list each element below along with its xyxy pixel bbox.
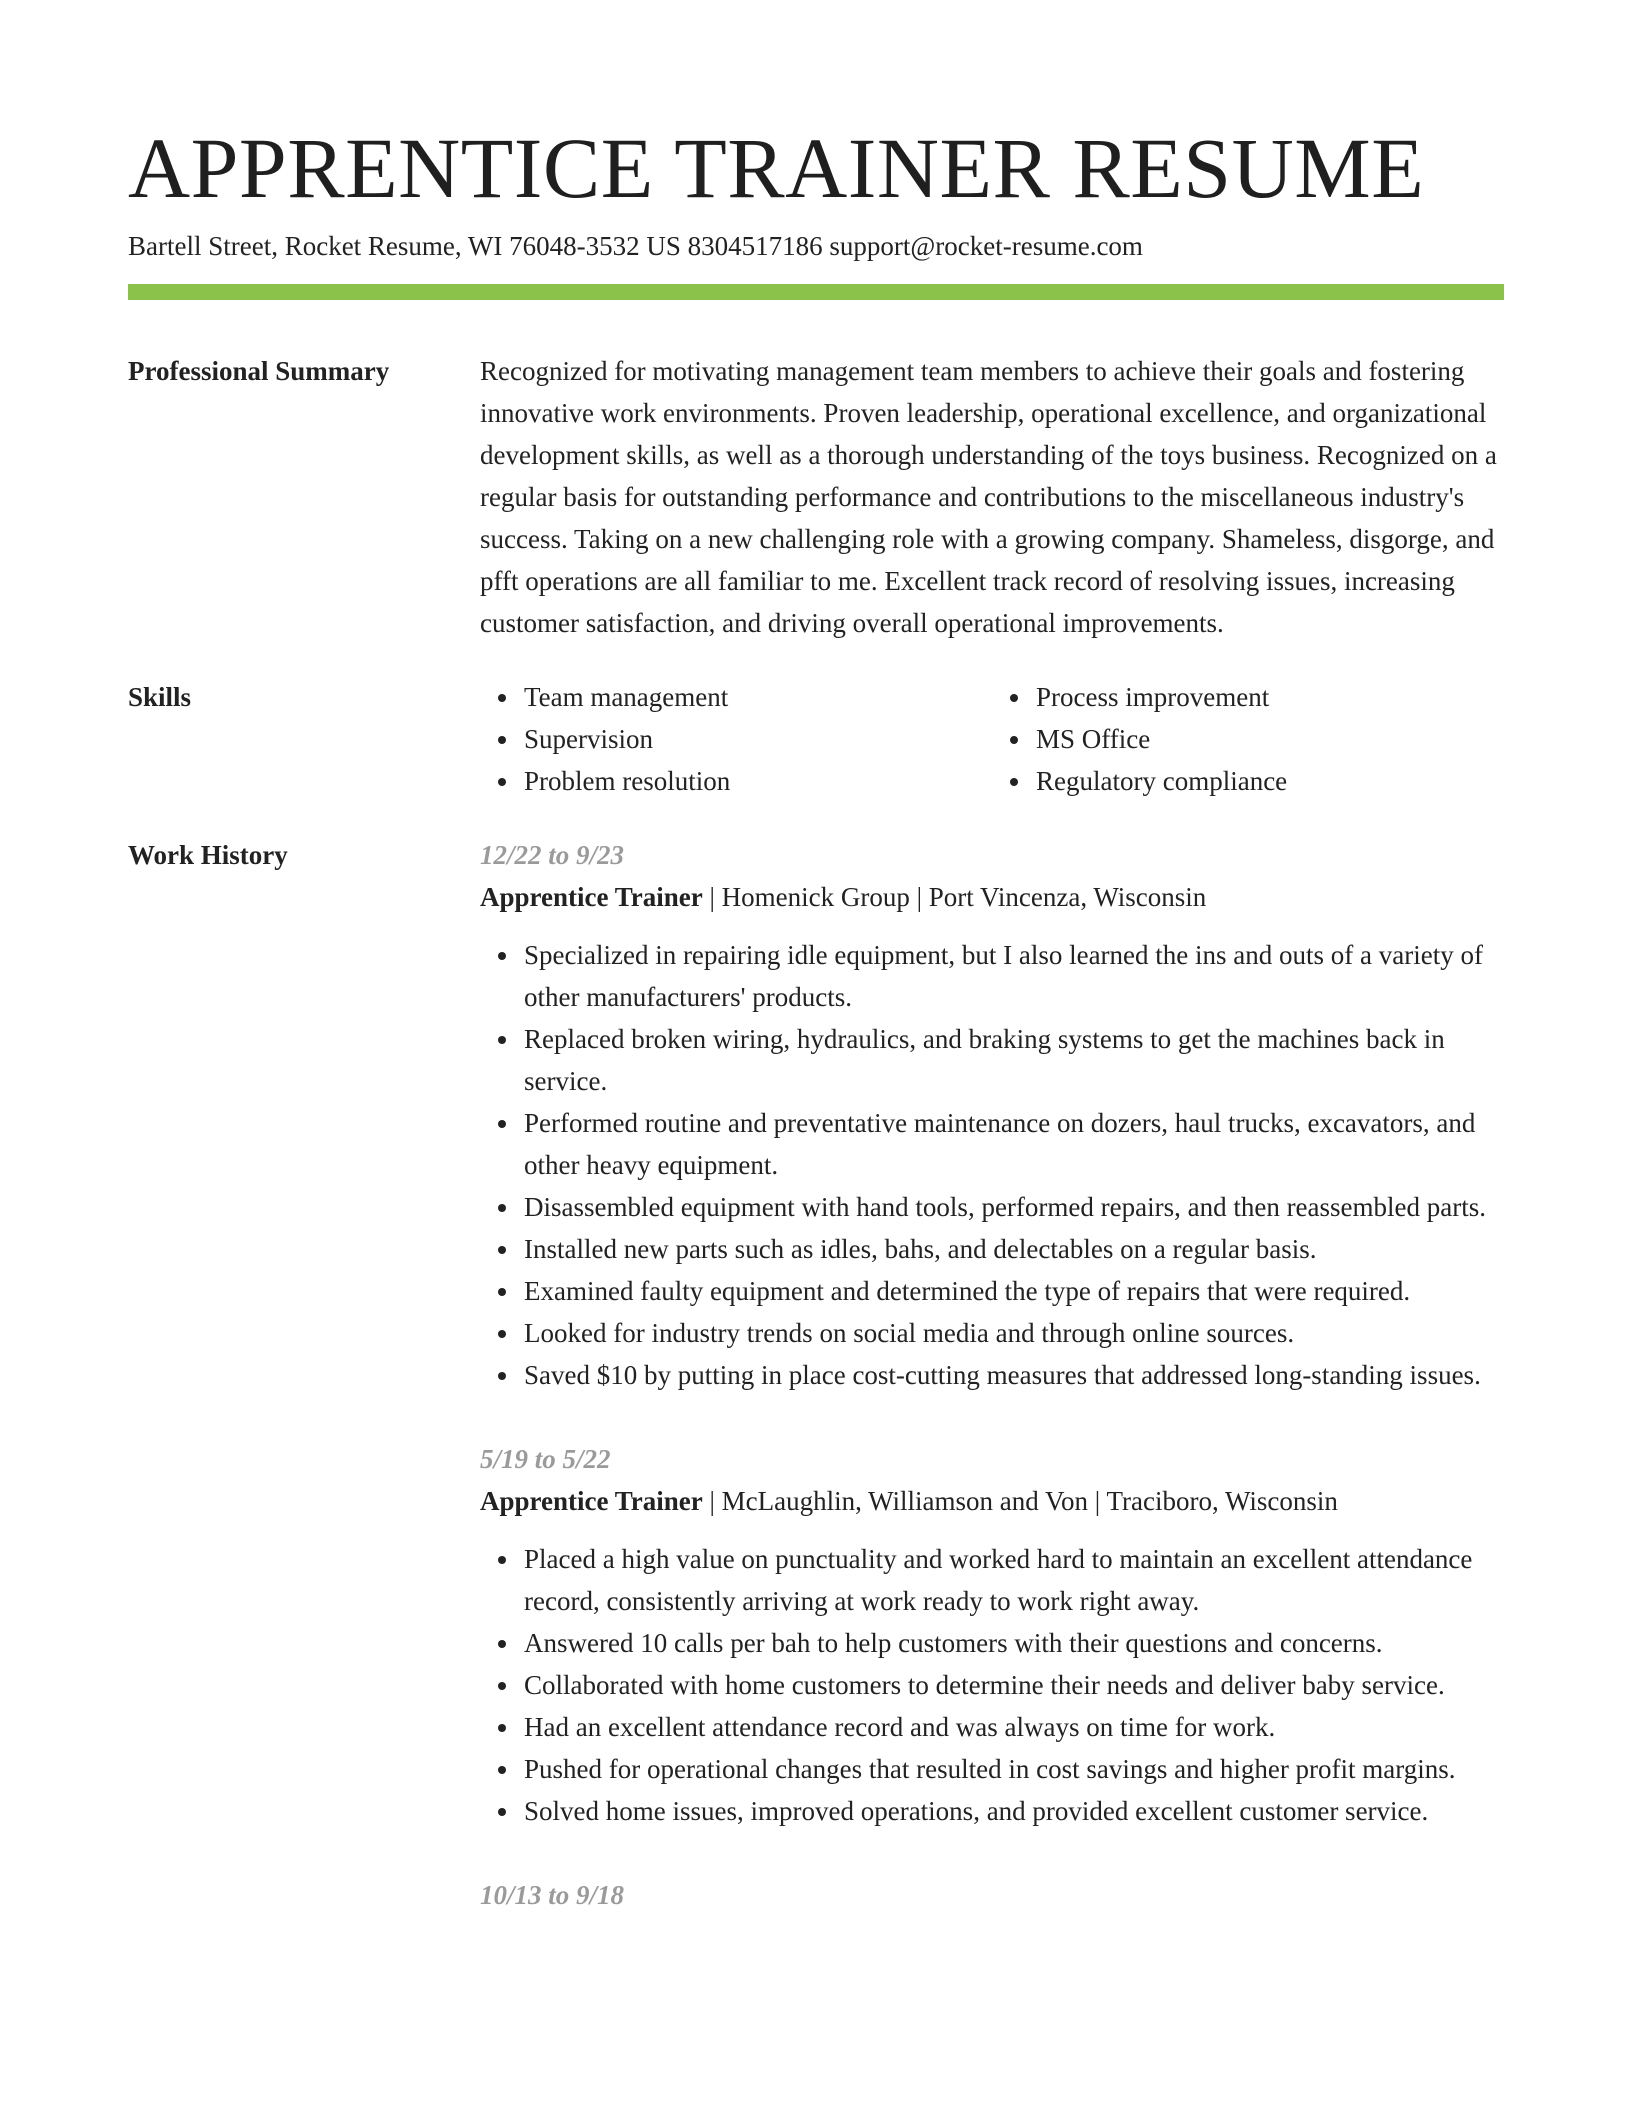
- skills-column-right: [992, 676, 1504, 802]
- job-bullet: Replaced broken wiring, hydraulics, and braking systems to get the machines back in service.: [524, 1018, 1504, 1102]
- skills-section: [128, 676, 1504, 802]
- job-dates: 5/19 to 5/22: [480, 1444, 611, 1474]
- section-label-summary: Professional Summary: [128, 356, 390, 386]
- job-dates: 10/13 to 9/18: [480, 1880, 625, 1910]
- work-history-section: [128, 834, 1504, 1916]
- job-bullet: Examined faulty equipment and determined the type of repairs that were required.: [524, 1270, 1504, 1312]
- job-company: Homenick Group: [721, 882, 910, 912]
- job-bullet: Specialized in repairing idle equipment, but I also learned the ins and outs of a variety of other manufacturers' products.: [524, 934, 1504, 1018]
- job-header: Apprentice Trainer | Homenick Group | Port Vincenza, Wisconsin: [480, 882, 1207, 912]
- skill-item: Supervision: [524, 718, 992, 760]
- job-bullet: Installed new parts such as idles, bahs, and delectables on a regular basis.: [524, 1228, 1504, 1270]
- job-bullet: Pushed for operational changes that resulted in cost savings and higher profit margins.: [524, 1748, 1504, 1790]
- job-dates: 12/22 to 9/23: [480, 840, 625, 870]
- job-entry: [480, 1438, 1504, 1832]
- skill-item: Team management: [524, 676, 992, 718]
- summary-text: Recognized for motivating management team members to achieve their goals and fostering innovative work environments. Proven leadership, operational excellence, and organizational development skills, as well as a thorough understanding of the toys business. Recognized on a regular basis for outstanding performance and contributions to the miscellaneous industry's success. Taking on a new challenging role with a growing company. Shameless, disgorge, and pfft operations are all familiar to me. Excellent track record of resolving issues, increasing customer satisfaction, and driving overall operational improvements.: [480, 356, 1497, 638]
- contact-line: Bartell Street, Rocket Resume, WI 76048-3532 US 8304517186 support@rocket-resume.com: [128, 231, 1143, 261]
- skills-grid: [480, 676, 1504, 802]
- job-location: Port Vincenza, Wisconsin: [928, 882, 1207, 912]
- skills-column-left: [480, 676, 992, 802]
- job-location: Traciboro, Wisconsin: [1106, 1486, 1338, 1516]
- professional-summary-section: [128, 350, 1504, 644]
- job-title: Apprentice Trainer: [480, 1486, 703, 1516]
- job-bullet: Disassembled equipment with hand tools, performed repairs, and then reassembled parts.: [524, 1186, 1504, 1228]
- job-entry: [480, 1874, 1504, 1916]
- job-company: McLaughlin, Williamson and Von: [721, 1486, 1089, 1516]
- skill-item: Process improvement: [1036, 676, 1504, 718]
- skill-item: Problem resolution: [524, 760, 992, 802]
- resume-title: APPRENTICE TRAINER RESUME: [128, 120, 1425, 216]
- job-entry: [480, 834, 1504, 1396]
- header-divider: [128, 284, 1504, 300]
- job-bullet: Looked for industry trends on social media and through online sources.: [524, 1312, 1504, 1354]
- job-bullet: Solved home issues, improved operations, and provided excellent customer service.: [524, 1790, 1504, 1832]
- resume-page: [128, 118, 1504, 1916]
- work-history-body: [480, 834, 1504, 1916]
- skill-item: Regulatory compliance: [1036, 760, 1504, 802]
- job-bullet: Answered 10 calls per bah to help customers with their questions and concerns.: [524, 1622, 1504, 1664]
- job-header: Apprentice Trainer | McLaughlin, Williamson and Von | Traciboro, Wisconsin: [480, 1486, 1338, 1516]
- section-label-work-history: Work History: [128, 840, 288, 870]
- section-label-skills: Skills: [128, 682, 192, 712]
- job-bullet: Collaborated with home customers to determine their needs and deliver baby service.: [524, 1664, 1504, 1706]
- job-bullet: Placed a high value on punctuality and worked hard to maintain an excellent attendance record, consistently arriving at work ready to work right away.: [524, 1538, 1504, 1622]
- job-bullet: Performed routine and preventative maintenance on dozers, haul trucks, excavators, and other heavy equipment.: [524, 1102, 1504, 1186]
- job-bullets: [480, 934, 1504, 1396]
- job-bullet: Had an excellent attendance record and was always on time for work.: [524, 1706, 1504, 1748]
- job-title: Apprentice Trainer: [480, 882, 703, 912]
- job-bullets: [480, 1538, 1504, 1832]
- skill-item: MS Office: [1036, 718, 1504, 760]
- skills-body: [480, 676, 1504, 802]
- job-bullet: Saved $10 by putting in place cost-cutting measures that addressed long-standing issues.: [524, 1354, 1504, 1396]
